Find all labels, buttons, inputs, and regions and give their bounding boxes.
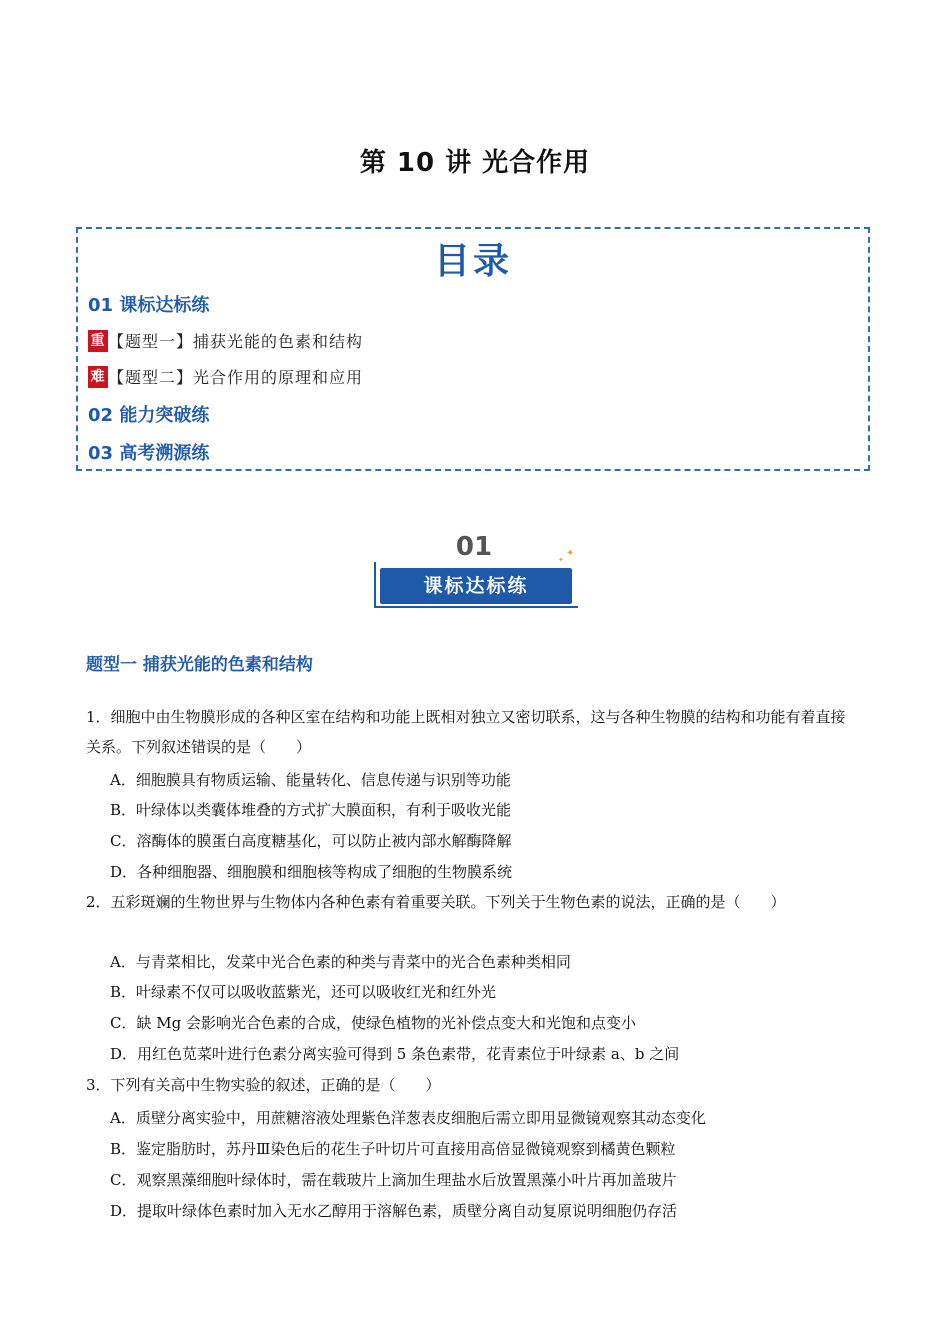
option-b: B．叶绿素不仅可以吸收蓝紫光，还可以吸收红光和红外光 [110, 983, 497, 1001]
banner-label: 课标达标练 [423, 575, 529, 597]
option-a: A．质壁分离实验中，用蔗糖溶液处理紫色洋葱表皮细胞后需立即用显微镜观察其动态变化 [110, 1109, 706, 1127]
page-title: 第 10 讲 光合作用 [359, 148, 591, 178]
option-d: D．用红色苋菜叶进行色素分离实验可得到 5 条色素带，花青素位于叶绿素 a、b 之间 [110, 1045, 680, 1063]
toc-item-03[interactable]: 03 高考溯源练 [88, 443, 210, 464]
sparkle-icon: ✦ [558, 556, 564, 564]
sparkle-icon: ✦ [566, 548, 575, 559]
toc-subitem-type1[interactable] [88, 329, 363, 352]
option-c: C．缺 Mg 会影响光合色素的合成，使绿色植物的光补偿点变大和光饱和点变小 [110, 1014, 636, 1032]
option-b: B．叶绿体以类囊体堆叠的方式扩大膜面积，有利于吸收光能 [110, 801, 512, 819]
difficult-badge: 难 [88, 366, 108, 388]
option-b: B．鉴定脂肪时，苏丹Ⅲ染色后的花生子叶切片可直接用高倍显微镜观察到橘黄色颗粒 [110, 1140, 676, 1158]
question-stem: 1．细胞中由生物膜形成的各种区室在结构和功能上既相对独立又密切联系，这与各种生物膜的结构和功能有着直接关系。下列叙述错误的是（ ） [86, 708, 846, 756]
option-d: D．各种细胞器、细胞膜和细胞核等构成了细胞的生物膜系统 [110, 863, 513, 881]
section-banner [370, 532, 582, 612]
question-stem: 3．下列有关高中生物实验的叙述，正确的是（ ） [86, 1076, 441, 1094]
toc-item-02[interactable]: 02 能力突破练 [88, 405, 210, 426]
key-point-badge: 重 [88, 330, 108, 352]
toc-subitem-type2[interactable] [88, 365, 363, 388]
option-d: D．提取叶绿体色素时加入无水乙醇用于溶解色素，质壁分离自动复原说明细胞仍存活 [110, 1202, 678, 1220]
table-of-contents [76, 227, 870, 471]
section-heading: 题型一 捕获光能的色素和结构 [86, 655, 313, 675]
option-a: A．细胞膜具有物质运输、能量转化、信息传递与识别等功能 [110, 771, 511, 789]
option-c: C．溶酶体的膜蛋白高度糖基化，可以防止被内部水解酶降解 [110, 832, 512, 850]
option-c: C．观察黑藻细胞叶绿体时，需在载玻片上滴加生理盐水后放置黑藻小叶片再加盖玻片 [110, 1171, 677, 1189]
question-stem: 2．五彩斑斓的生物世界与生物体内各种色素有着重要关联。下列关于生物色素的说法，正确的是（ ） [86, 893, 786, 911]
toc-heading: 目录 [433, 241, 512, 282]
toc-item-01[interactable]: 01 课标达标练 [88, 295, 210, 316]
option-a: A．与青菜相比，发菜中光合色素的种类与青菜中的光合色素种类相同 [110, 953, 571, 971]
toc-subitem-label: 【题型二】光合作用的原理和应用 [108, 368, 364, 387]
banner-number: 01 [455, 532, 493, 562]
toc-subitem-label: 【题型一】捕获光能的色素和结构 [108, 332, 364, 351]
